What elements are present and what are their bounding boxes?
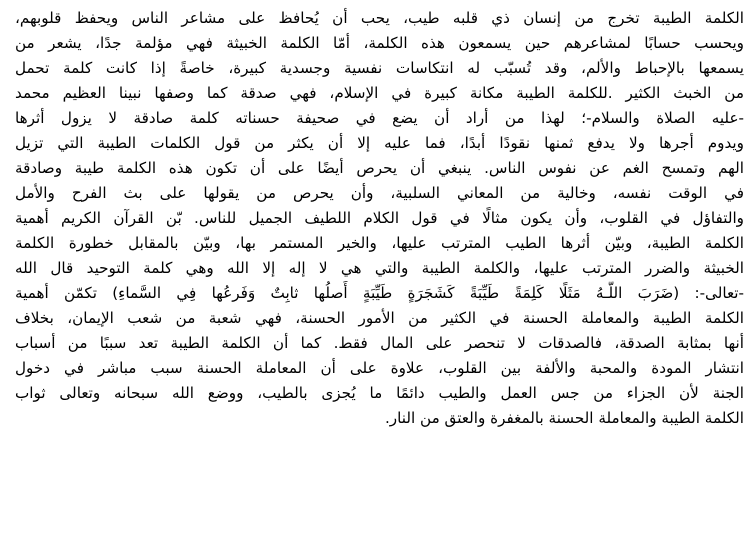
text-line: في الوقت نفسه، وخالية من المعاني السلبية، وأن يحرص من يقولها على بث الفرح والأمل [15,184,744,202]
body-paragraph [15,6,744,431]
text-line: انتشار المودة والمحبة والألفة بين القلوب، علاوة على أن المعاملة الحسنة سبب مباشر في دخول [15,359,744,377]
text-line: من الخبث الكثير .للكلمة الطيبة مكانة كبيرة في الإسلام، فهي صدقة كما وصفها نبينا العظيم محمد [15,84,744,102]
text-line-last: الكلمة الطيبة والمعاملة الحسنة بالمغفرة والعتق من النار. [384,409,744,427]
text-line: يسمعها بالإحباط والألم، وقد تُسبّب له انتكاسات نفسية وجسدية كبيرة، خاصةً إذا كانت كلمة تحمل [15,59,744,77]
text-line: ويدوم أجرها ولا يدفع ثمنها نقودًا أبدًا، فما عليه إلا أن يكثر من قول الكلمات الطيبة التي تزيل [15,134,744,152]
text-line: والتفاؤل في القلوب، وأن يكون مثالًا في قول الكلام اللطيف الجميل للناس. بّن القرآن الكريم أهمية [15,209,744,227]
text-line: الكلمة الطيبة والمعاملة الحسنة في الكثير من الأمور الحسنة، فهي شعبة من شعب الإيمان، بخلاف [15,309,744,327]
text-line: الخبيثة والضرر المترتب عليها، والكلمة الطيبة والتي هي لا إله إلا الله وهي كلمة التوحيد قال الله [15,259,744,277]
text-line: الجنة لأن الجزاء من جس العمل والطيب دائمًا ما يُجزى بالطيب، ووضع الله سبحانه وتعالى ثواب [15,384,744,402]
text-line: -تعالى-: (ضَرَبَ اللَّـهُ مَثَلًا كَلِمَةً طَيِّبَةً كَشَجَرَةٍ طَيِّبَةٍ أَصلُها ثابِتٌ وَفَرعُها فِي السَّماءِ) تكمّن أهمية [15,284,744,302]
text-line: الكلمة الطيبة تخرج من إنسان ذي قلبه طيب، يحب أن يُحافظ على مشاعر الناس ويحفظ قلوبهم، [15,9,744,27]
text-line: ويحسب حسابًا لمشاعرهم حين يسمعون هذه الكلمة، أمّا الكلمة الخبيثة فهي مؤلمة جدًا، يشعر من [15,34,744,52]
text-line: الهم وتمسح الغم عن نفوس الناس. ينبغي أن يحرص أيضًا على أن تكون هذه الكلمة طيبة وصادقة [15,159,744,177]
text-line: الكلمة الطيبة، وبيّن أثرها الطيب المترتب عليها، والخير المستمر بها، وبيّن بالمقابل خطورة الكلمة [15,234,744,252]
text-line: أنها بمثابة الصدقة، فالصدقات لا تنحصر على المال فقط. كما أن الكلمة الطيبة تعد سببًا من أسباب [15,334,744,352]
text-line: -عليه الصلاة والسلام-؛ لهذا من أراد أن يضع في صحيفة حسناته كلمة صادقة لا يزول أثرها [15,109,744,127]
